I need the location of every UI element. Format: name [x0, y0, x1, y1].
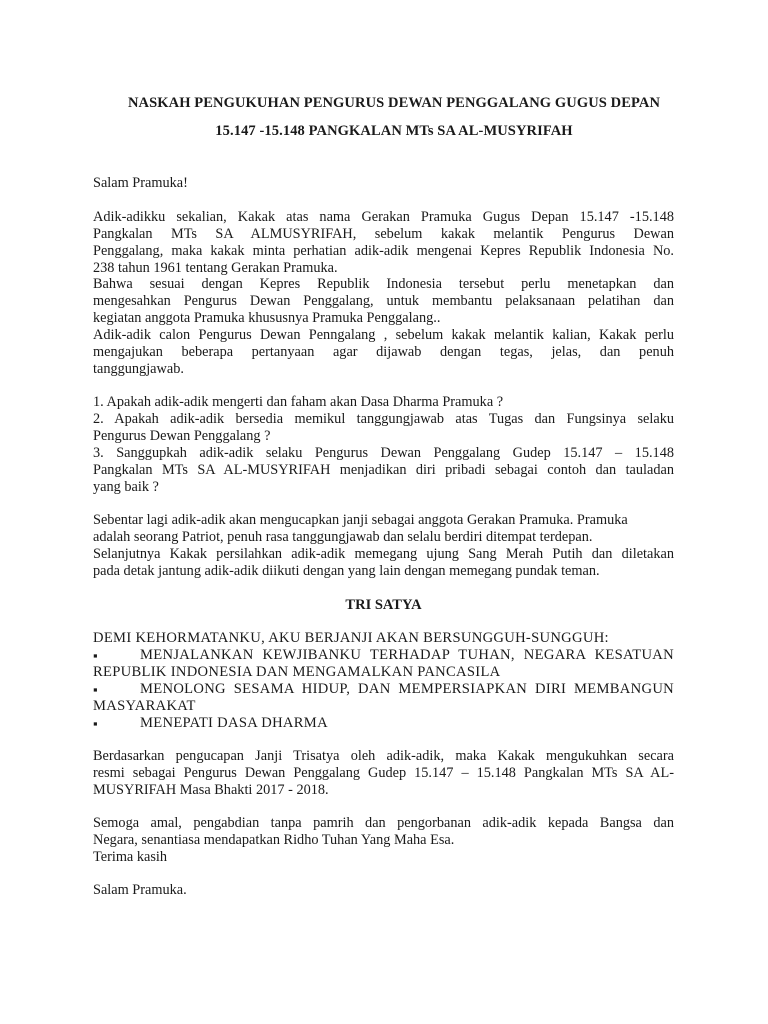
question-item-continued: yang baik ?	[93, 479, 159, 495]
tri-satya-item-2-continued: MASYARAKAT	[93, 698, 196, 714]
paragraph-2-line: Bahwa sesuai dengan Kepres Republik Indonesia tersebut perlu menetapkan dan	[93, 276, 674, 292]
paragraph-4-line: Sebentar lagi adik-adik akan mengucapkan janji sebagai anggota Gerakan Pramuka. Pramuka	[93, 512, 628, 528]
bullet-square-icon: ▪	[93, 682, 98, 697]
bullet-square-icon: ▪	[93, 648, 98, 663]
paragraph-7-line: Semoga amal, pengabdian tanpa pamrih dan pengorbanan adik-adik kepada Bangsa dan	[93, 815, 674, 831]
paragraph-3-line: tanggungjawab.	[93, 361, 184, 377]
tri-satya-intro: DEMI KEHORMATANKU, AKU BERJANJI AKAN BERSUNGGUH-SUNGGUH:	[93, 630, 609, 646]
paragraph-6-line: resmi sebagai Pengurus Dewan Penggalang Gudep 15.147 – 15.148 Pangkalan MTs SA AL-	[93, 765, 674, 781]
greeting: Salam Pramuka!	[93, 175, 188, 191]
tri-satya-item-2: MENOLONG SESAMA HIDUP, DAN MEMPERSIAPKAN DIRI MEMBANGUN	[140, 681, 674, 697]
paragraph-5-line: pada detak jantung adik-adik diikuti dengan yang lain dengan memegang pundak teman.	[93, 563, 600, 579]
tri-satya-item-1-continued: REPUBLIK INDONESIA DAN MENGAMALKAN PANCASILA	[93, 664, 501, 680]
paragraph-2-line: kegiatan anggota Pramuka khususnya Pramuka Penggalang..	[93, 310, 441, 326]
paragraph-1-line: Adik-adikku sekalian, Kakak atas nama Gerakan Pramuka Gugus Depan 15.147 -15.148	[93, 209, 674, 225]
document-title-line-1: NASKAH PENGUKUHAN PENGURUS DEWAN PENGGALANG GUGUS DEPAN	[127, 95, 661, 111]
paragraph-1-line: Pangkalan MTs SA ALMUSYRIFAH, sebelum kakak melantik Pengurus Dewan	[93, 226, 674, 242]
paragraph-3-line: Adik-adik calon Pengurus Dewan Penngalang , sebelum kakak melantik kalian, Kakak perlu	[93, 327, 674, 343]
paragraph-2-line: mengesahkan Pengurus Dewan Penggalang, untuk membantu pelaksanaan pelatihan dan	[93, 293, 674, 309]
closing-greeting: Salam Pramuka.	[93, 882, 187, 898]
paragraph-3-line: mengajukan beberapa pertanyaan agar dijawab dengan tegas, jelas, dan penuh	[93, 344, 674, 360]
question-item-continued: Pengurus Dewan Penggalang ?	[93, 428, 271, 444]
question-item: 3. Sanggupkah adik-adik selaku Pengurus Dewan Penggalang Gudep 15.147 – 15.148	[93, 445, 674, 461]
tri-satya-item-3: MENEPATI DASA DHARMA	[140, 715, 328, 731]
paragraph-1-line: Penggalang, maka kakak minta perhatian adik-adik mengenai Kepres Republik Indonesia No.	[93, 243, 674, 259]
question-item-continued: Pangkalan MTs SA AL-MUSYRIFAH menjadikan diri pribadi sebagai contoh dan tauladan	[93, 462, 674, 478]
paragraph-6-line: Berdasarkan pengucapan Janji Trisatya oleh adik-adik, maka Kakak mengukuhkan secara	[93, 748, 674, 764]
paragraph-6-line: MUSYRIFAH Masa Bhakti 2017 - 2018.	[93, 782, 329, 798]
document-title-line-2: 15.147 -15.148 PANGKALAN MTs SA AL-MUSYRIFAH	[215, 123, 573, 139]
question-item: 1. Apakah adik-adik mengerti dan faham akan Dasa Dharma Pramuka ?	[93, 394, 504, 410]
paragraph-1-line: 238 tahun 1961 tentang Gerakan Pramuka.	[93, 260, 338, 276]
paragraph-4-line: adalah seorang Patriot, penuh rasa tanggungjawab dan selalu berdiri ditempat terdepan.	[93, 529, 593, 545]
bullet-square-icon: ▪	[93, 716, 98, 731]
tri-satya-item-1: MENJALANKAN KEWJIBANKU TERHADAP TUHAN, NEGARA KESATUAN	[140, 647, 674, 663]
paragraph-5-line: Selanjutnya Kakak persilahkan adik-adik memegang ujung Sang Merah Putih dan diletakan	[93, 546, 674, 562]
question-item: 2. Apakah adik-adik bersedia memikul tanggungjawab atas Tugas dan Fungsinya selaku	[93, 411, 674, 427]
thanks-line: Terima kasih	[93, 849, 168, 865]
tri-satya-heading: TRI SATYA	[345, 597, 422, 613]
paragraph-7-line: Negara, senantiasa mendapatkan Ridho Tuhan Yang Maha Esa.	[93, 832, 455, 848]
